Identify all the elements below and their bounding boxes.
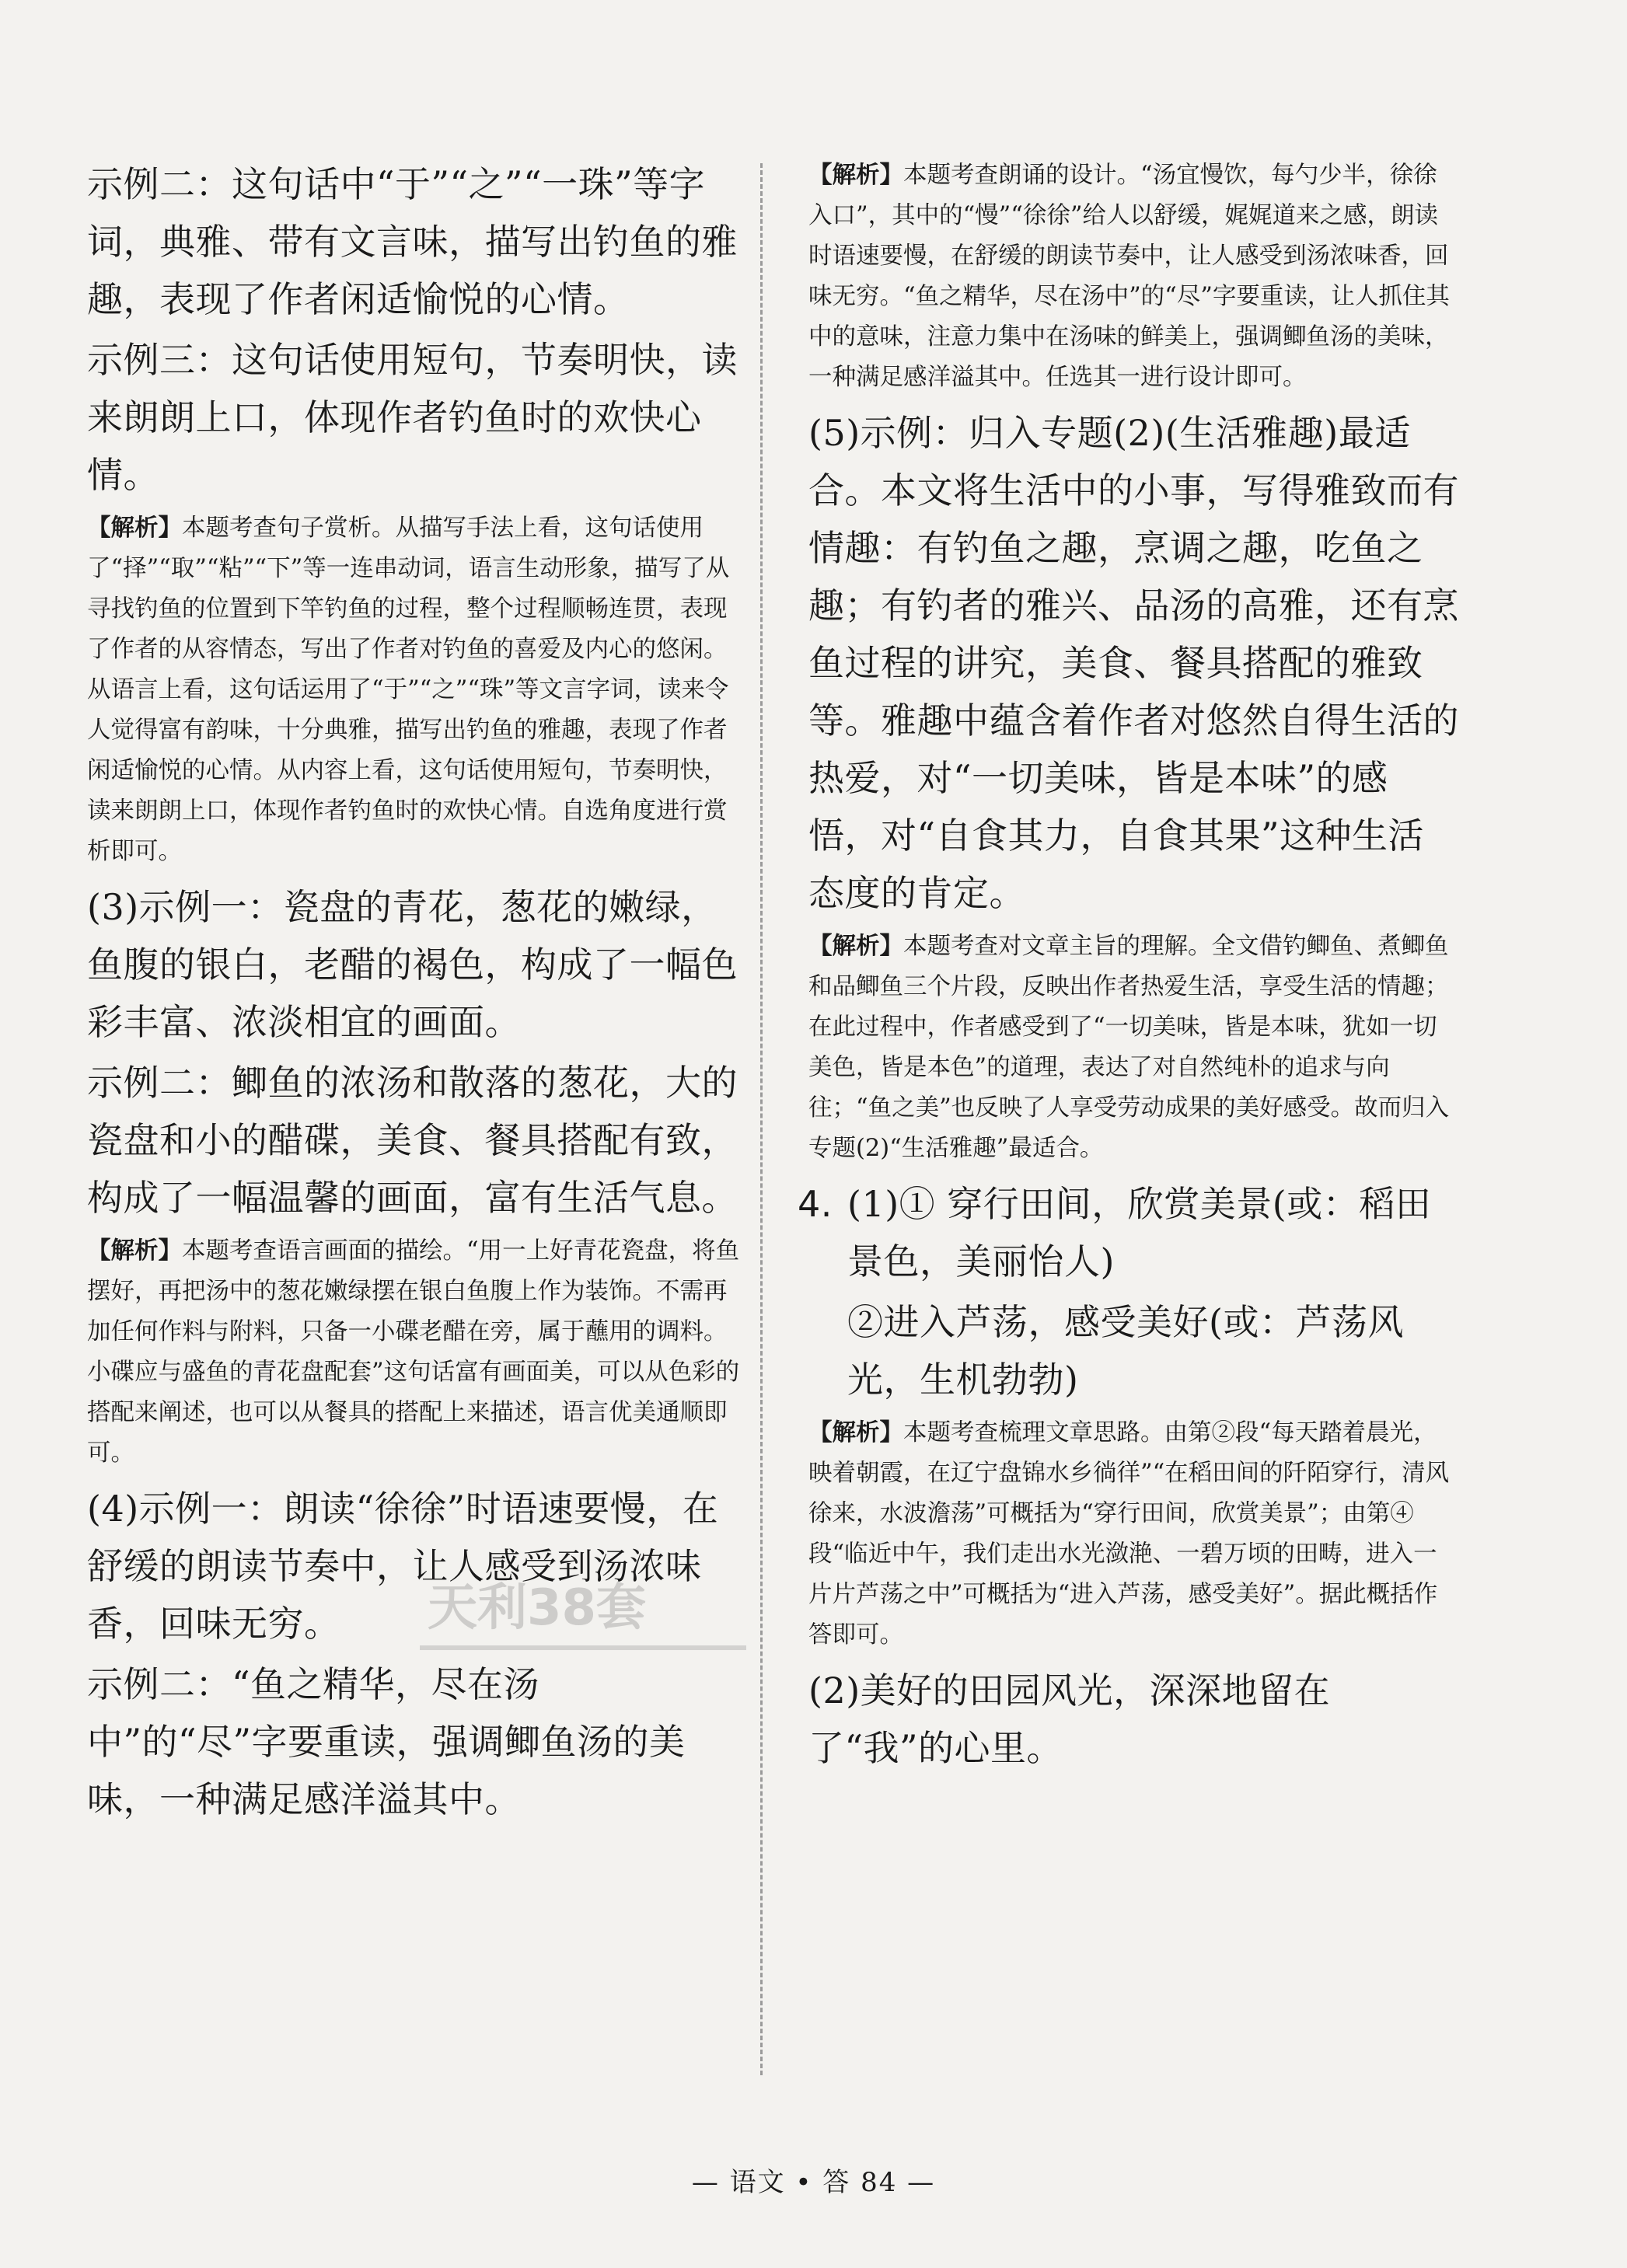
analysis-text: 本题考查语言画面的描绘。“用一上好青花瓷盘，将鱼摆好，再把汤中的葱花嫩绿摆在银白鱼腹上作为装饰。不需再加任何作料与附料，只备一小碟老醋在旁，属于蘸用的调料。小碟应与盛鱼的青花盘配套”这句话富有画面美，可以从色彩的搭配来阐述，也可以从餐具的搭配上来描述，语言优美通顺即可。 [87,1237,740,1467]
answer-3-example-two: 示例二：鲫鱼的浓汤和散落的葱花，大的瓷盘和小的醋碟，美食、餐具搭配有致，构成了一幅温馨的画面，富有生活气息。 [87,1062,738,1219]
analysis-text: 本题考查对文章主旨的理解。全文借钓鲫鱼、煮鲫鱼和品鲫鱼三个片段，反映出作者热爱生活，享受生活的情趣；在此过程中，作者感受到了“一切美味，皆是本味，犹如一切美色，皆是本色”的道理，表达了对自然纯朴的追求与向往；“鱼之美”也反映了人享受劳动成果的美好感受。故而归入专题(2)“生活雅趣”最适合。 [808,933,1450,1162]
analysis-text: 本题考查句子赏析。从描写手法上看，这句话使用了“择”“取”“粘”“下”等一连串动词，语言生动形象，描写了从寻找钓鱼的位置到下竿钓鱼的过程，整个过程顺畅连贯，表现了作者的从容情态，写出了作者对钓鱼的喜爱及内心的悠闲。从语言上看，这句话运用了“于”“之”“珠”等文言字词，读来令人觉得富有韵味，十分典雅，描写出钓鱼的雅趣，表现了作者闲适愉悦的心情。从内容上看，这句话使用短句，节奏明快，读来朗朗上口，体现作者钓鱼时的欢快心情。自选角度进行赏析即可。 [87,515,730,865]
question-4-number: 4. [798,1183,833,1225]
analysis-block-4 [808,926,1460,1169]
analysis-block-3 [808,155,1460,398]
answer-4-example-one: (4)示例一：朗读“徐徐”时语速要慢，在舒缓的朗读节奏中，让人感受到汤浓味香，回味无穷。 [87,1488,719,1645]
column-divider [760,163,763,2075]
question-4-part-1b: ②进入芦荡，感受美好(或：芦荡风光，生机勃勃) [847,1301,1404,1401]
right-column [798,155,1460,1780]
answer-5-text: (5)示例：归入专题(2)(生活雅趣)最适合。本文将生活中的小事，写得雅致而有情趣：有钓鱼之趣，烹调之趣，吃鱼之趣；有钓者的雅兴、品汤的高雅，还有烹鱼过程的讲究，美食、餐具搭配的雅致等。雅趣中蕴含着作者对悠然自得生活的热爱，对“一切美味，皆是本味”的感悟，对“自食其力，自食其果”这种生活态度的肯定。 [808,412,1459,914]
analysis-text: 本题考查梳理文章思路。由第②段“每天踏着晨光，映着朝霞，在辽宁盘锦水乡徜徉”“在稻田间的阡陌穿行，清风徐来，水波澹荡”可概括为“穿行田间，欣赏美景”；由第④段“临近中午，我们走出水光潋滟、一碧万顷的田畴，进入一片片芦荡之中”可概括为“进入芦荡，感受美好”。据此概括作答即可。 [808,1419,1450,1649]
analysis-block-5 [808,1413,1460,1656]
analysis-tag: 【解析】 [808,162,903,189]
analysis-block-1 [87,508,740,872]
watermark-text: 天利38套 [428,1579,647,1637]
left-column [87,155,740,1831]
analysis-tag: 【解析】 [87,1237,182,1265]
page-footer: — 语文 • 答 84 — [691,2167,936,2198]
answer-4-example-two: 示例二：“鱼之精华，尽在汤中”的“尽”字要重读，强调鲫鱼汤的美味，一种满足感洋溢其中。 [87,1663,686,1820]
example-two-text: 示例二：这句话中“于”“之”“一珠”等字词，典雅、带有文言味，描写出钓鱼的雅趣，表现了作者闲适愉悦的心情。 [87,163,738,320]
question-4-part-1: (1)① 穿行田间，欣赏美景(或：稻田景色，美丽怡人) [847,1183,1432,1282]
question-4 [798,1175,1460,1290]
example-three-text: 示例三：这句话使用短句，节奏明快，读来朗朗上口，体现作者钓鱼时的欢快心情。 [87,339,738,496]
analysis-text: 本题考查朗诵的设计。“汤宜慢饮，每勺少半，徐徐入口”，其中的“慢”“徐徐”给人以舒缓，娓娓道来之感，朗读时语速要慢，在舒缓的朗读节奏中，让人感受到汤浓味香，回味无穷。“鱼之精华，尽在汤中”的“尽”字要重读，让人抓住其中的意味，注意力集中在汤味的鲜美上，强调鲫鱼汤的美味，一种满足感洋溢其中。任选其一进行设计即可。 [808,162,1450,391]
analysis-block-2 [87,1231,740,1474]
analysis-tag: 【解析】 [808,933,903,960]
answer-3-example-one: (3)示例一：瓷盘的青花，葱花的嫩绿，鱼腹的银白，老醋的褐色，构成了一幅色彩丰富、浓淡相宜的画面。 [87,886,738,1043]
question-4-part-2: (2)美好的田园风光，深深地留在了“我”的心里。 [808,1670,1331,1769]
analysis-tag: 【解析】 [87,515,182,542]
analysis-tag: 【解析】 [808,1419,903,1446]
